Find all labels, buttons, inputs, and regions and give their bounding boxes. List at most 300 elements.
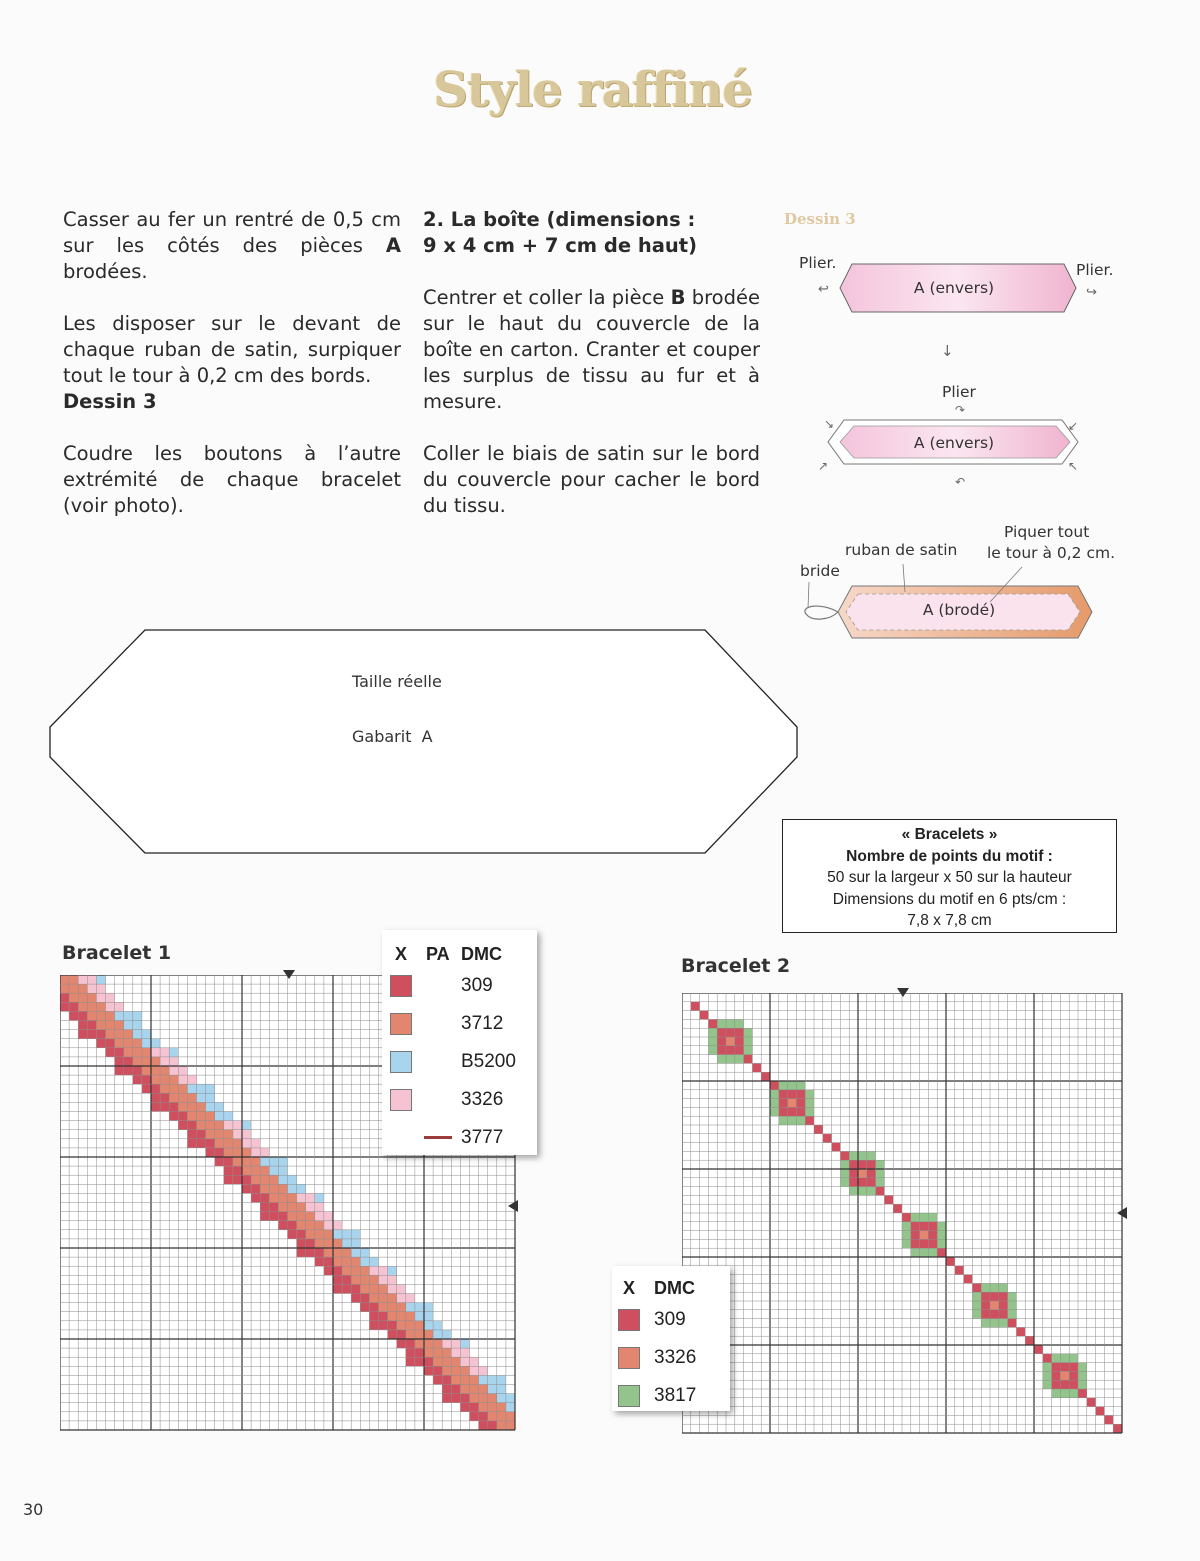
stitch-cell <box>1008 1301 1017 1310</box>
stitch-cell <box>460 1375 469 1384</box>
stitch-cell <box>406 1330 415 1339</box>
stitch-cell <box>269 1175 278 1184</box>
stitch-cell <box>779 1099 788 1108</box>
stitch-cell <box>133 1066 142 1075</box>
stitch-cell <box>251 1175 260 1184</box>
stitch-cell <box>876 1187 885 1196</box>
stitch-cell <box>206 1130 215 1139</box>
stitch-cell <box>479 1385 488 1394</box>
color-swatch <box>390 1051 412 1073</box>
stitch-cell <box>770 1107 779 1116</box>
paragraph-text: Centrer et coller la pièce <box>423 286 671 309</box>
stitch-cell <box>269 1157 278 1166</box>
stitch-cell <box>242 1184 251 1193</box>
stitch-cell <box>937 1239 946 1248</box>
paragraph-text: Coller le biais de satin sur le bord du couvercle pour cacher le bord du tissu. <box>423 442 760 517</box>
stitch-cell <box>106 1002 115 1011</box>
stitch-cell <box>269 1203 278 1212</box>
stitch-cell <box>788 1081 797 1090</box>
stitch-cell <box>981 1292 990 1301</box>
stitch-cell <box>333 1284 342 1293</box>
stitch-cell <box>96 975 105 984</box>
stitch-cell <box>451 1348 460 1357</box>
info-title: « Bracelets » <box>901 826 998 843</box>
stitch-cell <box>972 1292 981 1301</box>
dmc-code: 309 <box>654 1309 686 1330</box>
stitch-cell <box>215 1102 224 1111</box>
stitch-cell <box>397 1303 406 1312</box>
stitch-cell <box>460 1366 469 1375</box>
stitch-cell <box>433 1375 442 1384</box>
stitch-cell <box>187 1084 196 1093</box>
stitch-cell <box>215 1148 224 1157</box>
stitch-cell <box>106 1030 115 1039</box>
stitch-cell <box>433 1330 442 1339</box>
stitch-cell <box>470 1357 479 1366</box>
stitch-cell <box>805 1099 814 1108</box>
stitch-cell <box>849 1178 858 1187</box>
dmc-code: 309 <box>461 975 493 996</box>
stitch-cell <box>360 1303 369 1312</box>
fold-arrow-icon: ↶ <box>955 475 966 489</box>
stitch-cell <box>937 1231 946 1240</box>
stitch-cell <box>306 1212 315 1221</box>
stitch-cell <box>849 1169 858 1178</box>
stitch-cell <box>840 1160 849 1169</box>
stitch-cell <box>858 1178 867 1187</box>
stitch-cell <box>849 1187 858 1196</box>
stitch-cell <box>87 1011 96 1020</box>
bracelet-2-title: Bracelet 2 <box>681 955 791 977</box>
stitch-cell <box>160 1048 169 1057</box>
stitch-cell <box>388 1303 397 1312</box>
stitch-cell <box>69 1002 78 1011</box>
stitch-cell <box>433 1366 442 1375</box>
stitch-cell <box>708 1037 717 1046</box>
bracelet-1-title: Bracelet 1 <box>62 942 172 964</box>
stitch-cell <box>460 1394 469 1403</box>
stitch-cell <box>351 1284 360 1293</box>
stitch-cell <box>315 1248 324 1257</box>
plier-label-left: Plier. <box>799 254 837 272</box>
stitch-cell <box>506 1394 515 1403</box>
stitch-cell <box>351 1230 360 1239</box>
stitch-cell <box>840 1151 849 1160</box>
piece-letter: B <box>670 286 686 309</box>
stitch-cell <box>369 1303 378 1312</box>
stitch-cell <box>324 1248 333 1257</box>
stitch-cell <box>160 1084 169 1093</box>
stitch-cell <box>96 984 105 993</box>
info-dimensions-value: 7,8 x 7,8 cm <box>907 912 992 929</box>
stitch-cell <box>972 1310 981 1319</box>
stitch-cell <box>902 1231 911 1240</box>
stitch-cell <box>876 1169 885 1178</box>
stitch-cell <box>911 1222 920 1231</box>
stitch-cell <box>990 1319 999 1328</box>
stitch-cell <box>297 1212 306 1221</box>
stitch-cell <box>1052 1354 1061 1363</box>
stitch-cell <box>78 984 87 993</box>
stitch-cell <box>142 1048 151 1057</box>
stitch-cell <box>788 1107 797 1116</box>
stitch-cell <box>460 1403 469 1412</box>
stitch-cell <box>178 1102 187 1111</box>
stitch-cell <box>142 1084 151 1093</box>
stitch-cell <box>297 1221 306 1230</box>
stitch-cell <box>488 1375 497 1384</box>
stitch-cell <box>379 1321 388 1330</box>
stitch-cell <box>78 1011 87 1020</box>
piece-1-label: A (envers) <box>913 279 995 297</box>
stitch-cell <box>324 1266 333 1275</box>
stitch-cell <box>497 1385 506 1394</box>
stitch-cell <box>876 1178 885 1187</box>
color-swatch <box>618 1347 640 1369</box>
stitch-cell <box>406 1312 415 1321</box>
fold-arrow-icon: ↪ <box>1086 285 1097 300</box>
stitch-cell <box>87 993 96 1002</box>
stitch-cell <box>451 1357 460 1366</box>
stitch-cell <box>497 1394 506 1403</box>
stitch-cell <box>197 1139 206 1148</box>
stitch-cell <box>260 1193 269 1202</box>
stitch-cell <box>849 1151 858 1160</box>
stitch-cell <box>972 1283 981 1292</box>
stitch-cell <box>990 1283 999 1292</box>
stitch-cell <box>324 1221 333 1230</box>
stitch-cell <box>479 1375 488 1384</box>
stitch-cell <box>1078 1371 1087 1380</box>
stitch-cell <box>379 1312 388 1321</box>
stitch-cell <box>333 1248 342 1257</box>
stitch-cell <box>151 1075 160 1084</box>
stitch-cell <box>360 1257 369 1266</box>
stitch-cell <box>160 1102 169 1111</box>
stitch-cell <box>96 1002 105 1011</box>
stitch-cell <box>433 1348 442 1357</box>
stitch-cell <box>415 1357 424 1366</box>
stitch-cell <box>920 1213 929 1222</box>
stitch-cell <box>187 1130 196 1139</box>
stitch-cell <box>770 1090 779 1099</box>
stitch-cell <box>178 1075 187 1084</box>
piece-2-label: A (envers) <box>913 434 995 452</box>
stitch-cell <box>920 1231 929 1240</box>
stitch-cell <box>788 1116 797 1125</box>
stitch-cell <box>497 1403 506 1412</box>
stitch-cell <box>60 993 69 1002</box>
dmc-code: 3777 <box>461 1127 504 1148</box>
stitch-cell <box>160 1057 169 1066</box>
stitch-cell <box>876 1160 885 1169</box>
stitch-cell <box>937 1248 946 1257</box>
stitch-cell <box>1069 1380 1078 1389</box>
bracelet-2-legend <box>612 1266 730 1411</box>
color-swatch <box>618 1309 640 1331</box>
stitch-cell <box>911 1231 920 1240</box>
stitch-cell <box>893 1204 902 1213</box>
fold-arrow-icon: ↙ <box>1068 419 1079 433</box>
bride-label: bride <box>800 562 840 580</box>
stitch-cell <box>479 1421 488 1430</box>
stitch-cell <box>1052 1363 1061 1372</box>
stitch-cell <box>928 1222 937 1231</box>
stitch-cell <box>78 975 87 984</box>
stitch-cell <box>297 1248 306 1257</box>
stitch-cell <box>397 1294 406 1303</box>
stitch-cell <box>78 1030 87 1039</box>
stitch-cell <box>297 1184 306 1193</box>
stitch-cell <box>106 993 115 1002</box>
stitch-cell <box>858 1187 867 1196</box>
stitch-cell <box>78 1021 87 1030</box>
down-arrow-icon: ↓ <box>941 342 954 360</box>
stitch-cell <box>151 1048 160 1057</box>
paragraph-text: brodée sur le haut du couvercle de la boîte en carton. Cranter et couper les surplus de tissu au fur et à mesure. <box>423 286 760 413</box>
plier-label-mid: Plier <box>942 383 976 401</box>
stitch-cell <box>206 1112 215 1121</box>
stitch-cell <box>278 1203 287 1212</box>
stitch-cell <box>488 1403 497 1412</box>
bracelet-2-grid <box>682 993 1124 1435</box>
stitch-cell <box>115 1057 124 1066</box>
stitch-cell <box>406 1303 415 1312</box>
stitch-cell <box>96 1021 105 1030</box>
stitch-cell <box>60 1002 69 1011</box>
stitch-cell <box>744 1037 753 1046</box>
stitch-cell <box>451 1394 460 1403</box>
stitch-cell <box>379 1284 388 1293</box>
stitch-cell <box>288 1212 297 1221</box>
stitch-cell <box>779 1107 788 1116</box>
stitch-cell <box>488 1385 497 1394</box>
stitch-cell <box>726 1046 735 1055</box>
stitch-cell <box>260 1212 269 1221</box>
paragraph-text: Coudre les boutons à l’autre extrémité de chaque bracelet (voir photo). <box>63 442 401 517</box>
stitch-cell <box>278 1175 287 1184</box>
stitch-cell <box>1060 1371 1069 1380</box>
piquer-label-line2: le tour à 0,2 cm. <box>987 544 1116 562</box>
page-title: Style raffiné <box>433 62 752 118</box>
stitch-cell <box>442 1339 451 1348</box>
stitch-cell <box>242 1148 251 1157</box>
stitch-cell <box>96 1011 105 1020</box>
stitch-cell <box>260 1157 269 1166</box>
stitch-cell <box>342 1248 351 1257</box>
stitch-cell <box>442 1394 451 1403</box>
stitch-cell <box>206 1148 215 1157</box>
stitch-cell <box>69 975 78 984</box>
stitch-cell <box>488 1421 497 1430</box>
stitch-cell <box>288 1221 297 1230</box>
stitch-cell <box>433 1339 442 1348</box>
stitch-cell <box>1008 1292 1017 1301</box>
stitch-cell <box>1096 1407 1105 1416</box>
stitch-cell <box>424 1357 433 1366</box>
stitch-cell <box>324 1257 333 1266</box>
stitch-cell <box>60 975 69 984</box>
stitch-cell <box>981 1310 990 1319</box>
stitch-cell <box>315 1257 324 1266</box>
stitch-cell <box>369 1257 378 1266</box>
stitch-cell <box>333 1266 342 1275</box>
stitch-cell <box>442 1348 451 1357</box>
stitch-cell <box>96 1030 105 1039</box>
stitch-cell <box>142 1057 151 1066</box>
stitch-cell <box>269 1193 278 1202</box>
stitch-cell <box>242 1175 251 1184</box>
stitch-cell <box>460 1348 469 1357</box>
stitch-cell <box>288 1203 297 1212</box>
stitch-cell <box>451 1375 460 1384</box>
dmc-code: B5200 <box>461 1051 516 1072</box>
page-number: 30 <box>23 1500 44 1519</box>
stitch-cell <box>306 1230 315 1239</box>
stitch-cell <box>278 1157 287 1166</box>
stitch-cell <box>260 1148 269 1157</box>
stitch-cell <box>106 1021 115 1030</box>
stitch-cell <box>351 1239 360 1248</box>
stitch-cell <box>133 1011 142 1020</box>
plier-label-right: Plier. <box>1076 261 1114 279</box>
bracelet-1-legend <box>382 930 537 1155</box>
stitch-cell <box>142 1066 151 1075</box>
center-arrow-icon <box>282 969 296 981</box>
stitch-cell <box>233 1139 242 1148</box>
stitch-cell <box>1113 1424 1122 1433</box>
stitch-cell <box>470 1385 479 1394</box>
stitch-cell <box>415 1303 424 1312</box>
stitch-cell <box>506 1412 515 1421</box>
stitch-cell <box>1052 1371 1061 1380</box>
stitch-cell <box>151 1066 160 1075</box>
stitch-cell <box>470 1375 479 1384</box>
stitch-cell <box>297 1230 306 1239</box>
template-letter: A <box>421 727 433 746</box>
stitch-cell <box>442 1357 451 1366</box>
stitch-cell <box>379 1275 388 1284</box>
stitch-cell <box>497 1412 506 1421</box>
stitch-cell <box>115 1002 124 1011</box>
stitch-cell <box>133 1048 142 1057</box>
stitch-cell <box>178 1066 187 1075</box>
stitch-cell <box>433 1321 442 1330</box>
stitch-cell <box>315 1203 324 1212</box>
stitch-cell <box>151 1093 160 1102</box>
color-swatch <box>390 975 412 997</box>
stitch-cell <box>360 1294 369 1303</box>
stitch-cell <box>115 1011 124 1020</box>
stitch-cell <box>306 1221 315 1230</box>
stitch-cell <box>115 1039 124 1048</box>
stitch-cell <box>151 1084 160 1093</box>
stitch-cell <box>187 1102 196 1111</box>
stitch-cell <box>78 993 87 1002</box>
stitch-cell <box>726 1055 735 1064</box>
stitch-cell <box>297 1203 306 1212</box>
stitch-cell <box>169 1057 178 1066</box>
stitch-cell <box>717 1037 726 1046</box>
stitch-cell <box>160 1075 169 1084</box>
stitch-cell <box>397 1312 406 1321</box>
stitch-cell <box>1069 1354 1078 1363</box>
stitch-cell <box>840 1178 849 1187</box>
stitch-cell <box>442 1330 451 1339</box>
stitch-cell <box>106 1011 115 1020</box>
stitch-cell <box>717 1055 726 1064</box>
stitch-cell <box>215 1157 224 1166</box>
stitch-cell <box>981 1301 990 1310</box>
dmc-code: 3712 <box>461 1013 504 1034</box>
stitch-cell <box>206 1102 215 1111</box>
stitch-cell <box>1087 1398 1096 1407</box>
stitch-cell <box>242 1121 251 1130</box>
center-arrow-icon <box>507 1199 519 1213</box>
stitch-cell <box>424 1303 433 1312</box>
stitch-cell <box>1025 1336 1034 1345</box>
stitch-cell <box>278 1193 287 1202</box>
stitch-cell <box>832 1143 841 1152</box>
stitch-cell <box>1043 1363 1052 1372</box>
stitch-cell <box>260 1166 269 1175</box>
stitch-cell <box>124 1057 133 1066</box>
stitch-cell <box>379 1303 388 1312</box>
stitch-cell <box>708 1019 717 1028</box>
stitch-cell <box>315 1239 324 1248</box>
stitch-cell <box>306 1248 315 1257</box>
stitch-cell <box>233 1166 242 1175</box>
stitch-cell <box>351 1275 360 1284</box>
stitch-cell <box>424 1330 433 1339</box>
stitch-cell <box>981 1319 990 1328</box>
stitch-cell <box>397 1330 406 1339</box>
stitch-cell <box>87 1002 96 1011</box>
stitch-cell <box>735 1055 744 1064</box>
stitch-cell <box>388 1330 397 1339</box>
drawing-reference: Dessin 3 <box>63 390 157 413</box>
stitch-cell <box>379 1294 388 1303</box>
stitch-cell <box>902 1239 911 1248</box>
stitch-cell <box>770 1099 779 1108</box>
stitch-cell <box>351 1294 360 1303</box>
stitch-cell <box>206 1121 215 1130</box>
color-swatch <box>390 1013 412 1035</box>
stitch-cell <box>133 1057 142 1066</box>
stitch-cell <box>78 1002 87 1011</box>
stitch-cell <box>96 993 105 1002</box>
stitch-cell <box>972 1301 981 1310</box>
stitch-cell <box>69 993 78 1002</box>
info-stitch-count: 50 sur la largeur x 50 sur la hauteur <box>827 869 1072 886</box>
stitch-cell <box>406 1348 415 1357</box>
stitch-cell <box>1016 1327 1025 1336</box>
stitch-cell <box>251 1166 260 1175</box>
stitch-cell <box>215 1139 224 1148</box>
stitch-cell <box>142 1039 151 1048</box>
piece-letter: A <box>385 234 401 257</box>
stitch-cell <box>106 1048 115 1057</box>
stitch-cell <box>388 1294 397 1303</box>
stitch-cell <box>788 1099 797 1108</box>
stitch-cell <box>260 1184 269 1193</box>
stitch-cell <box>333 1257 342 1266</box>
stitch-cell <box>796 1099 805 1108</box>
stitch-cell <box>999 1292 1008 1301</box>
stitch-cell <box>460 1385 469 1394</box>
stitch-cell <box>708 1028 717 1037</box>
stitch-cell <box>96 1039 105 1048</box>
